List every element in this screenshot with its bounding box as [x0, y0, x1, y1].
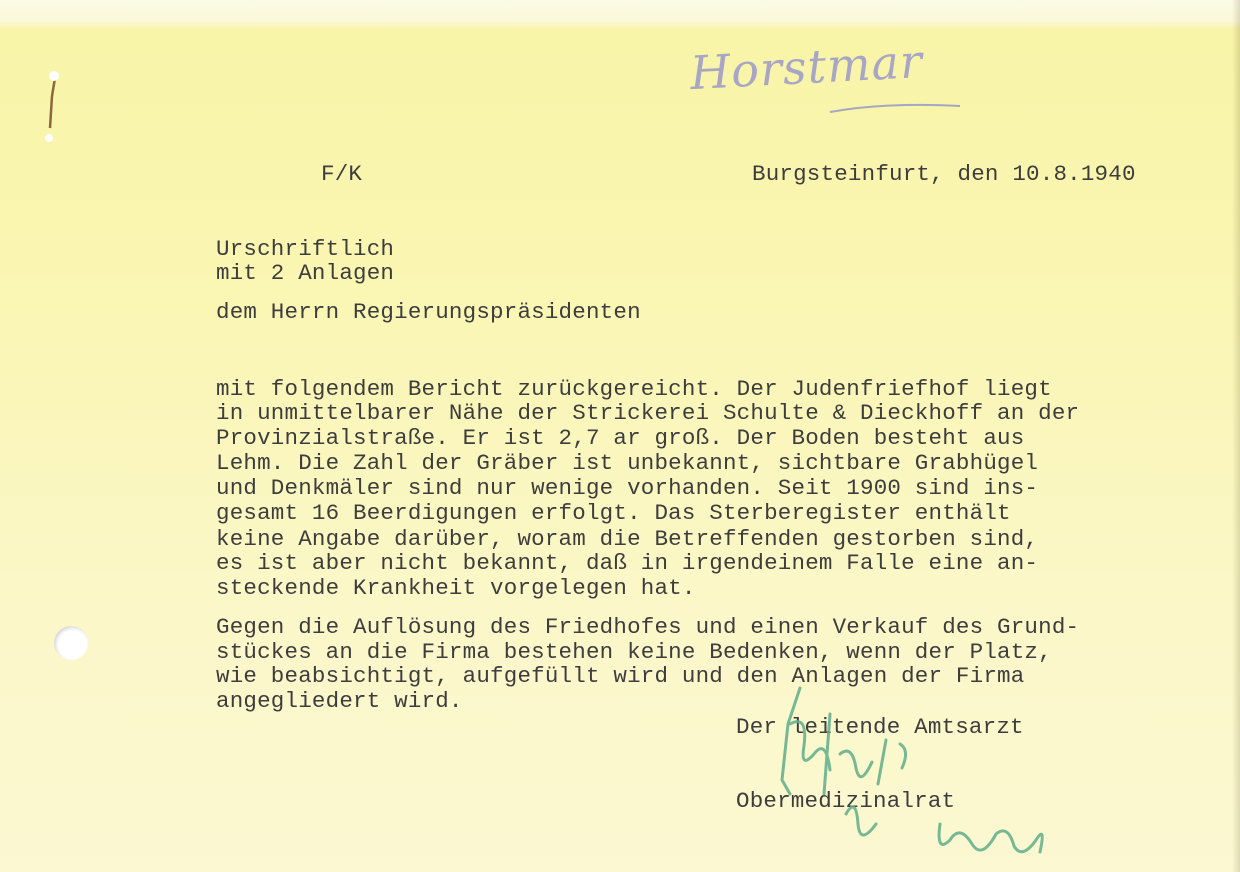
paragraph-line: stückes an die Firma bestehen keine Bedenken, wenn der Platz, [216, 639, 1052, 665]
handwritten-note: Horstmar [688, 33, 925, 101]
recipient-line: dem Herrn Regierungspräsidenten [216, 299, 641, 325]
address-line-1: Urschriftlich [216, 236, 395, 262]
paragraph-line: und Denkmäler sind nur wenige vorhanden. Seit 1900 sind ins- [216, 475, 1039, 501]
paragraph-line: in unmittelbarer Nähe der Strickerei Schulte & Dieckhoff an der [216, 400, 1080, 426]
paragraph-line: Gegen die Auflösung des Friedhofes und einen Verkauf des Grund- [216, 614, 1080, 640]
paragraph-line: steckende Krankheit vorgelegen hat. [216, 575, 696, 601]
paragraph-line: gesamt 16 Beerdigungen erfolgt. Das Sterberegister enthält [216, 500, 1011, 526]
paragraph-line: wie beabsichtigt, aufgefüllt wird und den Anlagen der Firma [216, 663, 1025, 689]
handwritten-underline [826, 98, 966, 118]
signature [760, 684, 1060, 864]
punch-hole [54, 626, 88, 660]
paragraph-line: Lehm. Die Zahl der Gräber ist unbekannt, sichtbare Grabhügel [216, 450, 1039, 476]
reference-code: F/K [321, 161, 363, 187]
paragraph-line: es ist aber nicht bekannt, daß in irgendeinem Falle eine an- [216, 550, 1039, 576]
paragraph-line: Provinzialstraße. Er ist 2,7 ar groß. Der Boden besteht aus [216, 425, 1025, 451]
place-date: Burgsteinfurt, den 10.8.1940 [752, 161, 1136, 187]
paragraph-line: mit folgendem Bericht zurückgereicht. Der Judenfriefhof liegt [216, 376, 1052, 402]
signatory-rank: Obermedizinalrat [736, 788, 956, 814]
paper-top-edge [0, 0, 1240, 30]
paragraph-line: angegliedert wird. [216, 688, 463, 714]
paragraph-line: keine Angabe darüber, woram die Betreffenden gestorben sind, [216, 526, 1039, 552]
paper-right-edge [1232, 0, 1240, 872]
signatory-title: Der leitende Amtsarzt [736, 714, 1024, 740]
staple-mark-icon [36, 66, 66, 156]
address-line-2: mit 2 Anlagen [216, 260, 395, 286]
